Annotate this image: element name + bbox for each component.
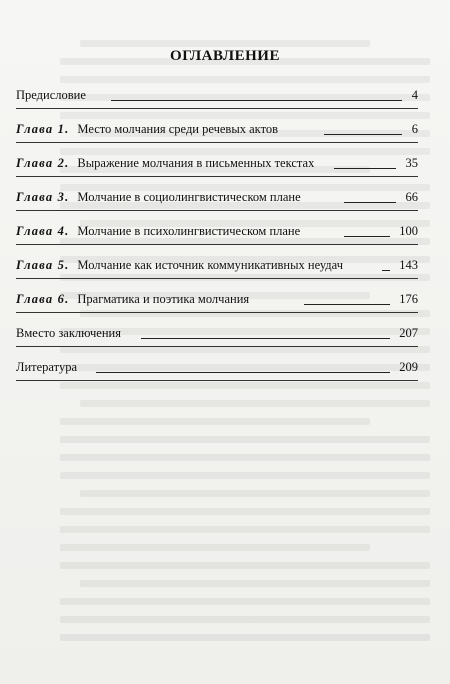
divider — [16, 244, 418, 245]
dot-leader — [141, 338, 390, 339]
divider — [16, 176, 418, 177]
bleed-through-line — [80, 400, 430, 407]
bleed-through-line — [80, 490, 430, 497]
chapter-label: Глава 2. — [16, 156, 70, 170]
chapter-label: Глава 6. — [16, 292, 70, 306]
toc-page-number: 100 — [399, 224, 418, 238]
chapter-label: Глава 1. — [16, 122, 70, 136]
bleed-through-line — [60, 544, 370, 551]
bleed-through-line — [60, 508, 430, 515]
toc-entry-title: Прагматика и поэтика молчания — [77, 292, 250, 306]
divider — [16, 312, 418, 313]
toc-page-number: 207 — [399, 326, 418, 340]
divider — [16, 210, 418, 211]
toc-entry-title: Молчание в социолингвистическом плане — [77, 190, 301, 204]
dot-leader — [111, 100, 402, 101]
divider — [16, 108, 418, 109]
bleed-through-line — [60, 112, 430, 119]
toc-entry-title: Предисловие — [16, 88, 86, 102]
bleed-through-line — [60, 472, 430, 479]
toc-page-number: 209 — [399, 360, 418, 374]
toc-entry-title: Молчание в психолингвистическом плане — [77, 224, 301, 238]
toc-page-number: 6 — [411, 122, 418, 136]
toc-page-number: 143 — [399, 258, 418, 272]
toc-entry-chapter-5[interactable] — [16, 256, 418, 274]
dot-leader — [344, 236, 390, 237]
dot-leader — [344, 202, 396, 203]
page-title: ОГЛАВЛЕНИЕ — [170, 48, 280, 64]
divider — [16, 380, 418, 381]
dot-leader — [304, 304, 390, 305]
divider — [16, 346, 418, 347]
toc-entry-title: Выражение молчания в письменных текстах — [77, 156, 315, 170]
divider — [16, 142, 418, 143]
dot-leader — [324, 134, 402, 135]
dot-leader — [334, 168, 396, 169]
bleed-through-line — [60, 616, 430, 623]
dot-leader — [96, 372, 390, 373]
toc-entry-references[interactable] — [16, 358, 418, 376]
bleed-through-line — [60, 526, 430, 533]
bleed-through-line — [60, 454, 430, 461]
toc-entry-chapter-3[interactable] — [16, 188, 418, 206]
bleed-through-line — [60, 634, 430, 641]
bleed-through-line — [60, 562, 430, 569]
toc-page-number: 35 — [405, 156, 418, 170]
toc-page-number: 4 — [411, 88, 418, 102]
dot-leader — [382, 270, 390, 271]
bleed-through-line — [60, 76, 430, 83]
bleed-through-line — [60, 418, 370, 425]
chapter-label: Глава 3. — [16, 190, 70, 204]
bleed-through-line — [60, 436, 430, 443]
toc-entry-chapter-1[interactable] — [16, 120, 418, 138]
toc-entry-chapter-6[interactable] — [16, 290, 418, 308]
toc-entry-title: Молчание как источник коммуникативных неудач — [77, 258, 343, 272]
toc-entry-title: Литература — [16, 360, 77, 374]
toc-entry-chapter-2[interactable] — [16, 154, 418, 172]
bleed-through-line — [60, 382, 430, 389]
divider — [16, 278, 418, 279]
bleed-through-line — [80, 580, 430, 587]
toc-page-number: 176 — [399, 292, 418, 306]
bleed-through-line — [60, 346, 430, 353]
bleed-through-line — [80, 40, 370, 47]
toc-entry-chapter-4[interactable] — [16, 222, 418, 240]
bleed-through-line — [60, 598, 430, 605]
toc-entry-preface[interactable] — [16, 86, 418, 104]
chapter-label: Глава 5. — [16, 258, 70, 272]
toc-entry-conclusion[interactable] — [16, 324, 418, 342]
chapter-label: Глава 4. — [16, 224, 70, 238]
toc-page-number: 66 — [405, 190, 418, 204]
toc-entry-title: Вместо заключения — [16, 326, 121, 340]
toc-entry-title: Место молчания среди речевых актов — [77, 122, 279, 136]
